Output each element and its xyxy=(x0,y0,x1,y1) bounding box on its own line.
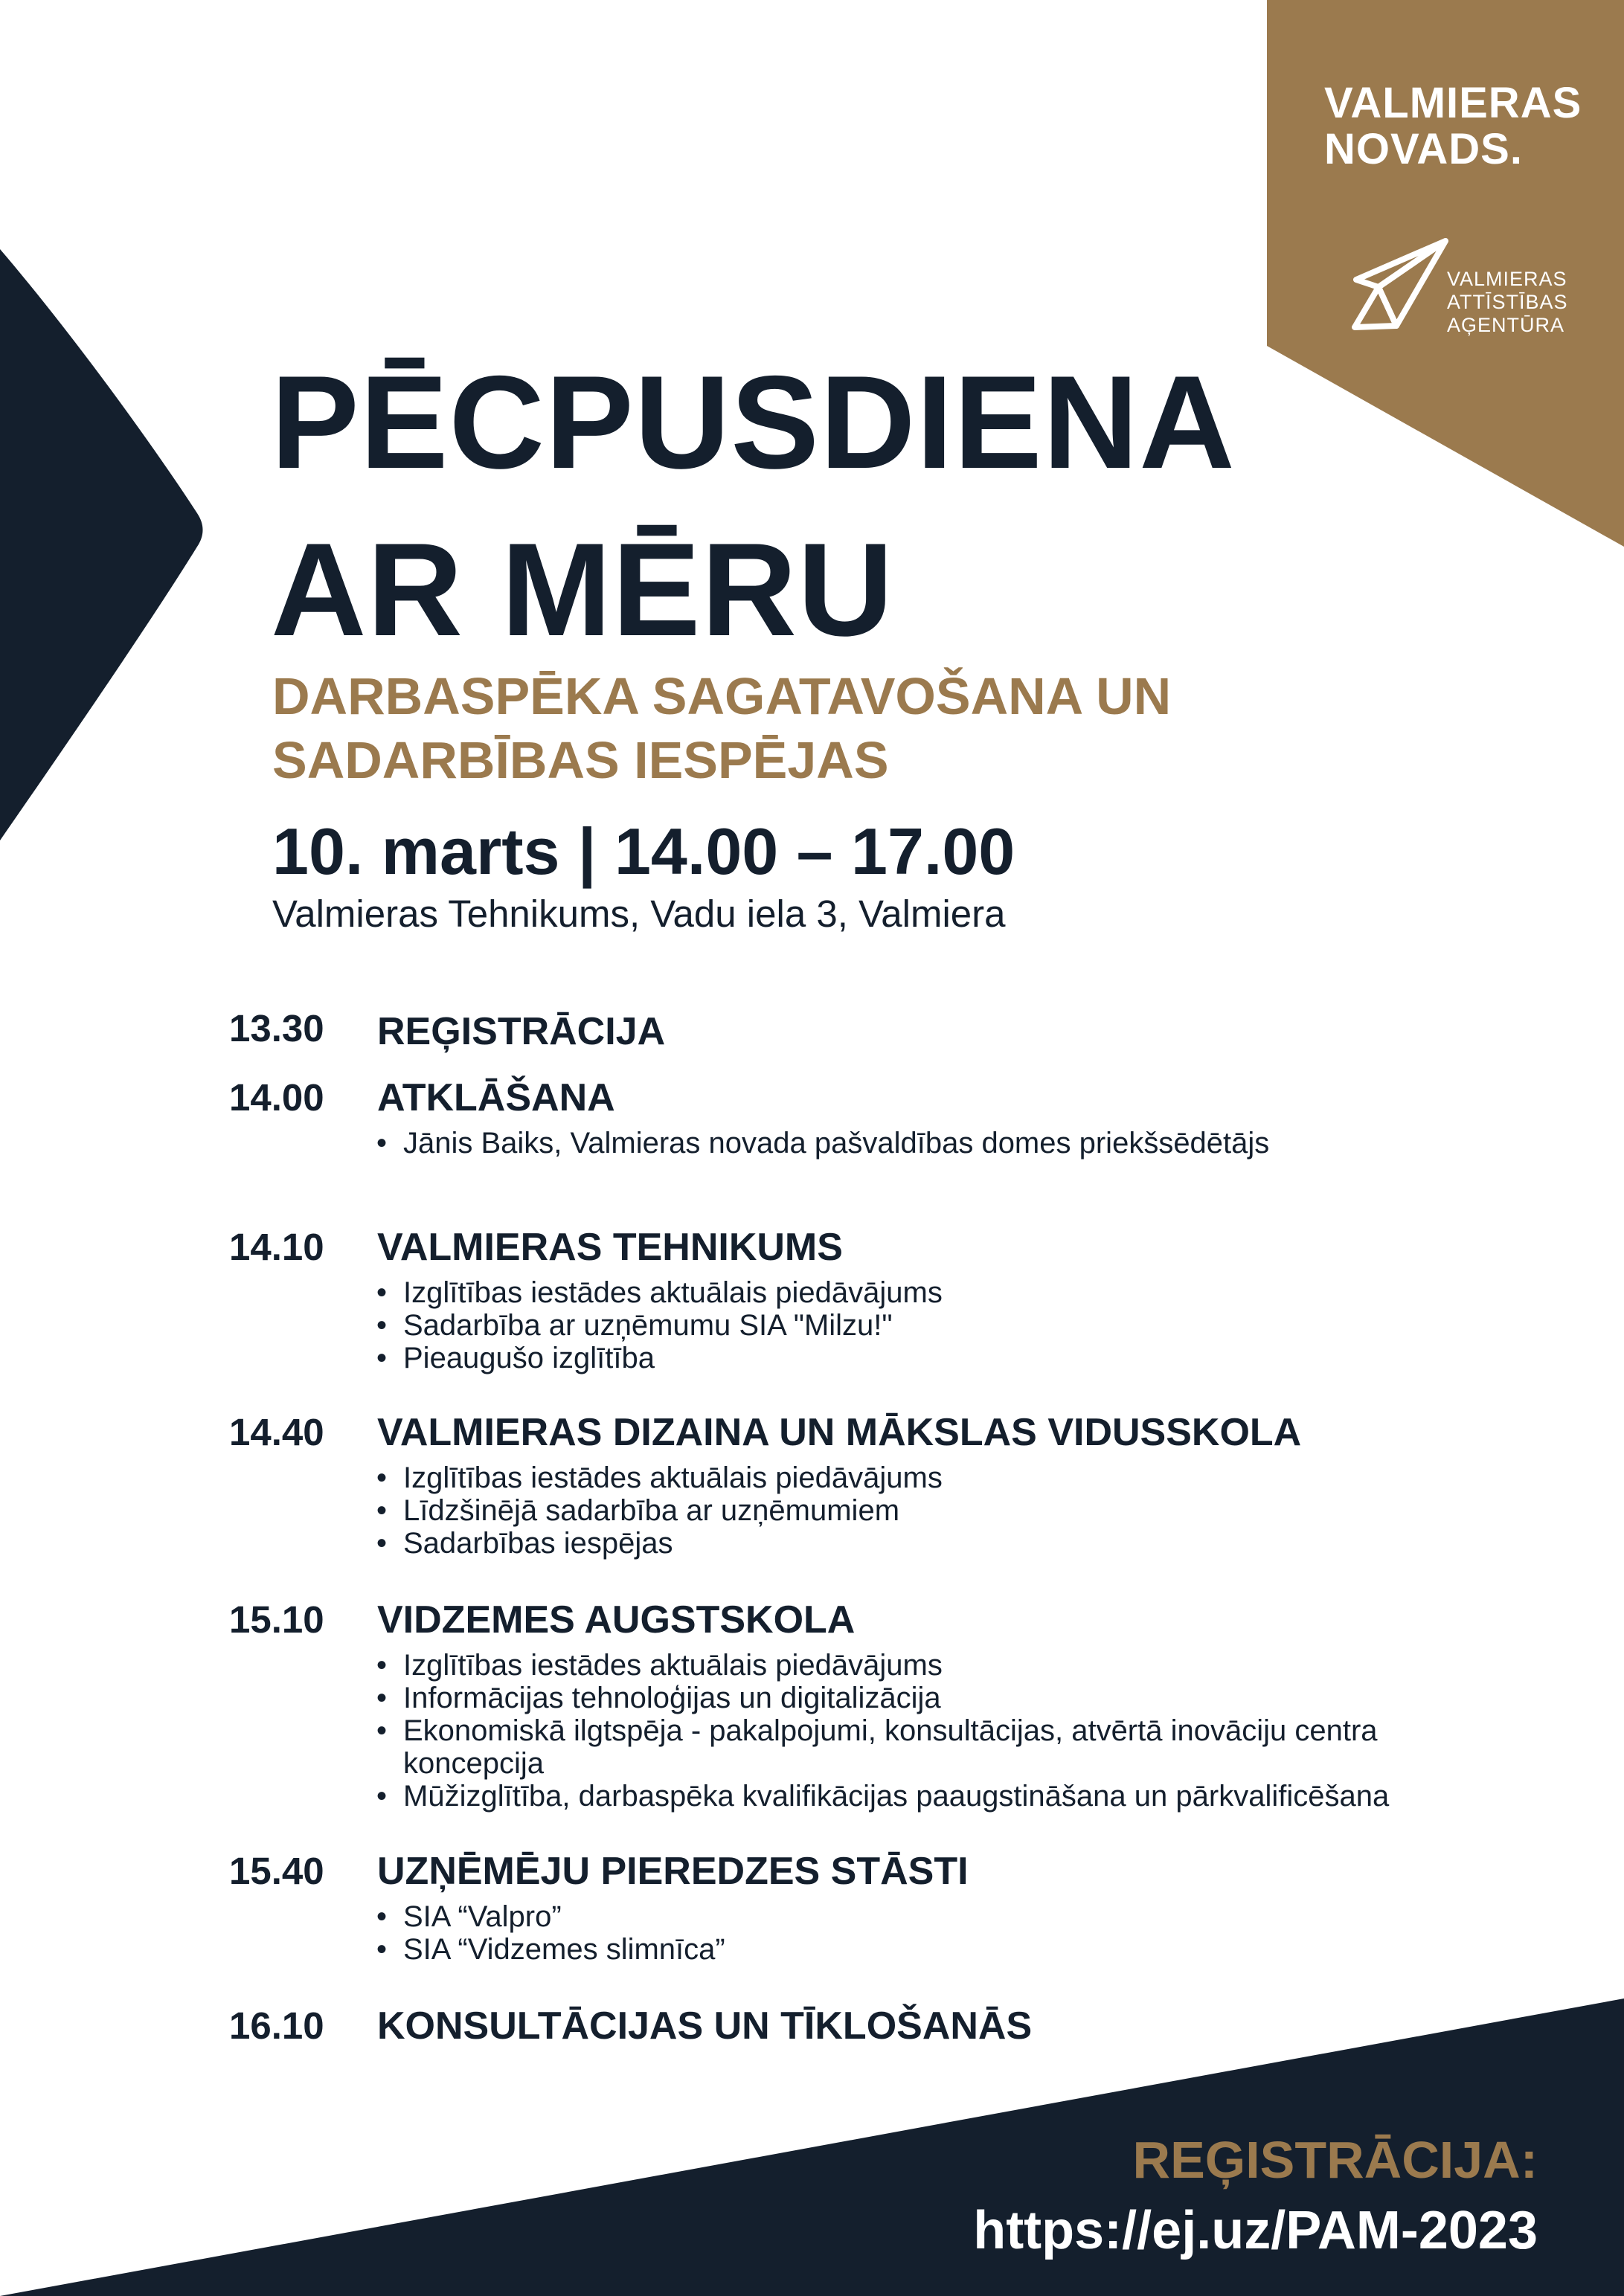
agenda-bullet: • Informācijas tehnoloģijas un digitalizācija xyxy=(403,1682,1482,1714)
agenda-bullets xyxy=(229,1276,1568,1374)
agenda-bullet: • SIA “Vidzemes slimnīca” xyxy=(403,1933,1568,1966)
agenda-bullet: • Sadarbības iespējas xyxy=(403,1527,1568,1560)
subtitle-line-2: SADARBĪBAS IESPĒJAS xyxy=(272,731,889,789)
agenda-bullet: • Sadarbība ar uzņēmumu SIA "Milzu!" xyxy=(403,1309,1568,1342)
agenda-bullet: • Izglītības iestādes aktuālais piedāvājums xyxy=(403,1276,1568,1309)
agenda-bullets xyxy=(229,1127,1568,1160)
agenda-item xyxy=(229,1409,1568,1597)
agenda-bullet: • Līdzšinējā sadarbība ar uzņēmumiem xyxy=(403,1494,1568,1527)
agenda-bullet: • Izglītības iestādes aktuālais piedāvājums xyxy=(403,1461,1568,1494)
agenda-title: REĢISTRĀCIJA xyxy=(377,1010,666,1053)
title-line-1: PĒCPUSDIENA xyxy=(271,348,1236,496)
agenda-time: 14.10 xyxy=(229,1226,324,1268)
page-title xyxy=(271,338,1236,673)
agency-line-3: AĢENTŪRA xyxy=(1447,314,1565,336)
paper-plane-icon xyxy=(1350,237,1451,337)
agenda-time: 13.30 xyxy=(229,1007,324,1049)
page-subtitle xyxy=(272,664,1171,792)
agenda-bullets xyxy=(229,1900,1568,1966)
agenda-time: 14.00 xyxy=(229,1076,324,1119)
agenda-item xyxy=(229,1006,1568,1075)
logo-line-1: VALMIERAS xyxy=(1324,79,1582,127)
agency-logo-text xyxy=(1447,268,1568,337)
logo-line-2: NOVADS. xyxy=(1324,125,1523,173)
agenda-item xyxy=(229,1075,1568,1224)
agenda-time: 15.10 xyxy=(229,1598,324,1641)
agenda-title: UZŅĒMĒJU PIEREDZES STĀSTI xyxy=(377,1850,969,1893)
event-datetime: 10. marts | 14.00 – 17.00 xyxy=(272,814,1015,888)
agenda-time: 14.40 xyxy=(229,1411,324,1453)
agenda xyxy=(229,1006,1568,2055)
agenda-bullet: • Ekonomiskā ilgtspēja - pakalpojumi, konsultācijas, atvērtā inovāciju centra koncepcija xyxy=(403,1714,1482,1780)
agenda-bullet: • Izglītības iestādes aktuālais piedāvājums xyxy=(403,1649,1482,1682)
agenda-title: VALMIERAS TEHNIKUMS xyxy=(377,1226,843,1269)
title-line-2: AR MĒRU xyxy=(271,515,894,663)
agenda-bullet: • Pieaugušo izglītība xyxy=(403,1342,1568,1374)
agenda-bullets xyxy=(229,1461,1568,1560)
registration-label: REĢISTRĀCIJA: xyxy=(1132,2131,1538,2189)
agenda-title: KONSULTĀCIJAS UN TĪKLOŠANĀS xyxy=(377,2004,1033,2048)
agenda-title: VIDZEMES AUGSTSKOLA xyxy=(377,1598,856,1641)
agenda-bullet: • Jānis Baiks, Valmieras novada pašvaldības domes priekšsēdētājs xyxy=(403,1127,1568,1160)
event-venue: Valmieras Tehnikums, Vadu iela 3, Valmiera xyxy=(272,893,1006,935)
left-navy-shape xyxy=(0,0,208,848)
agenda-item xyxy=(229,1848,1568,2003)
agenda-bullet: • SIA “Valpro” xyxy=(403,1900,1568,1933)
agenda-bullets xyxy=(229,1649,1482,1813)
agenda-title: VALMIERAS DIZAINA UN MĀKSLAS VIDUSSKOLA xyxy=(377,1411,1302,1454)
agency-line-1: VALMIERAS xyxy=(1447,268,1567,290)
agency-line-2: ATTĪSTĪBAS xyxy=(1447,291,1568,313)
registration-link[interactable]: https://ej.uz/PAM-2023 xyxy=(973,2201,1538,2260)
agenda-time: 15.40 xyxy=(229,1850,324,1892)
subtitle-line-1: DARBASPĒKA SAGATAVOŠANA UN xyxy=(272,667,1172,725)
agenda-item xyxy=(229,1597,1568,1848)
valmieras-novads-logo xyxy=(1324,80,1607,173)
agenda-time: 16.10 xyxy=(229,2004,324,2047)
agenda-title: ATKLĀŠANA xyxy=(377,1076,615,1119)
agenda-item xyxy=(229,1224,1568,1409)
agenda-bullet: • Mūžizglītība, darbaspēka kvalifikācijas paaugstināšana un pārkvalificēšana xyxy=(403,1780,1482,1813)
agenda-item xyxy=(229,2003,1568,2055)
